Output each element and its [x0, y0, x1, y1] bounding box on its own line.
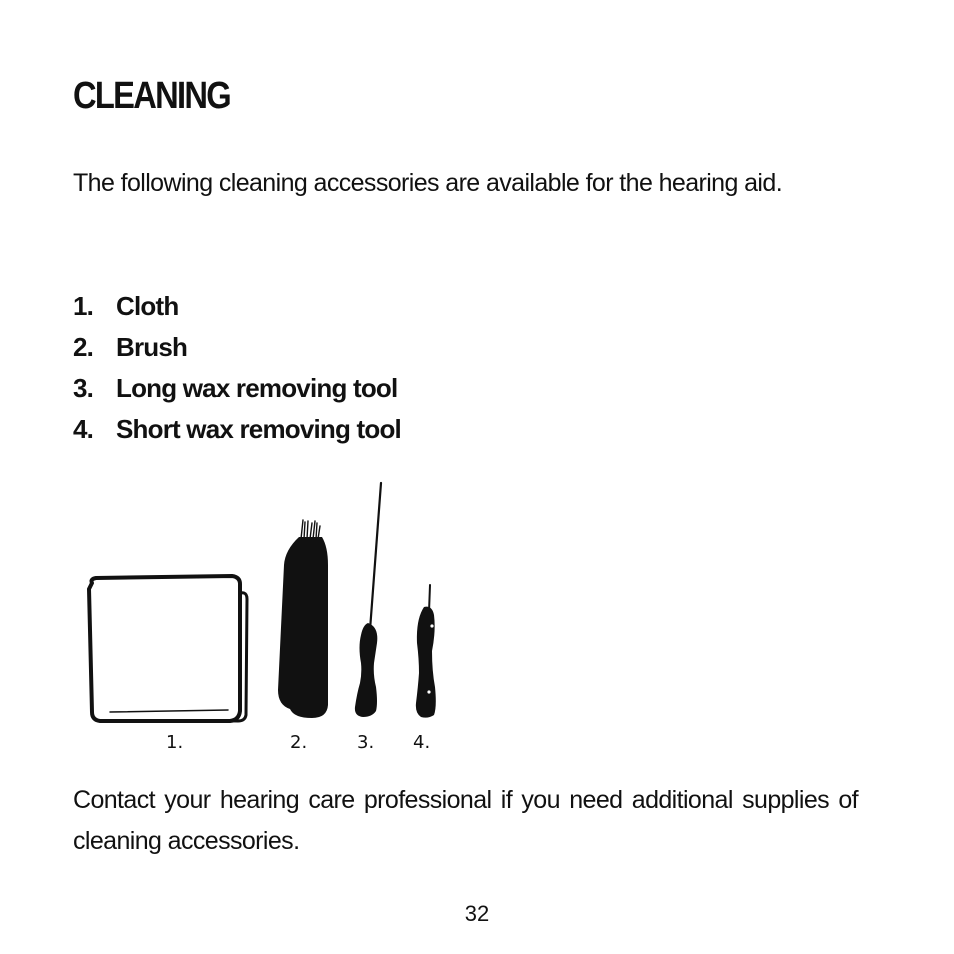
list-item: [73, 327, 401, 368]
list-item-number: 3.: [73, 373, 94, 403]
page-number: 32: [464, 901, 490, 926]
list-item-label: Brush: [116, 332, 188, 362]
intro-paragraph: The following cleaning accessories are available for the hearing aid.: [73, 169, 783, 197]
figure-label-brush: 2.: [290, 732, 308, 753]
list-item: [73, 409, 401, 450]
list-item-number: 4.: [73, 414, 94, 444]
cloth-icon: [89, 576, 247, 721]
list-item-number: 1.: [73, 291, 94, 321]
figure-label-long-tool: 3.: [357, 732, 375, 753]
list-item-label: Short wax removing tool: [116, 414, 401, 444]
figure-label-cloth: 1.: [166, 732, 184, 753]
outro-paragraph: Contact your hearing care professional if you need additional supplies of cleaning accessories.: [73, 786, 858, 855]
accessories-illustration: [80, 475, 460, 765]
list-item-number: 2.: [73, 332, 94, 362]
list-item-label: Long wax removing tool: [116, 373, 398, 403]
figure-label-short-tool: 4.: [413, 732, 431, 753]
long-wax-tool-icon: [355, 483, 381, 717]
list-item-label: Cloth: [116, 291, 179, 321]
brush-icon: [278, 520, 328, 718]
accessories-drawing: [80, 475, 460, 765]
short-wax-tool-icon: [416, 585, 436, 718]
page-title: CLEANING: [73, 75, 230, 117]
list-item: [73, 286, 401, 327]
list-item: [73, 368, 401, 409]
accessory-list: [73, 286, 401, 450]
